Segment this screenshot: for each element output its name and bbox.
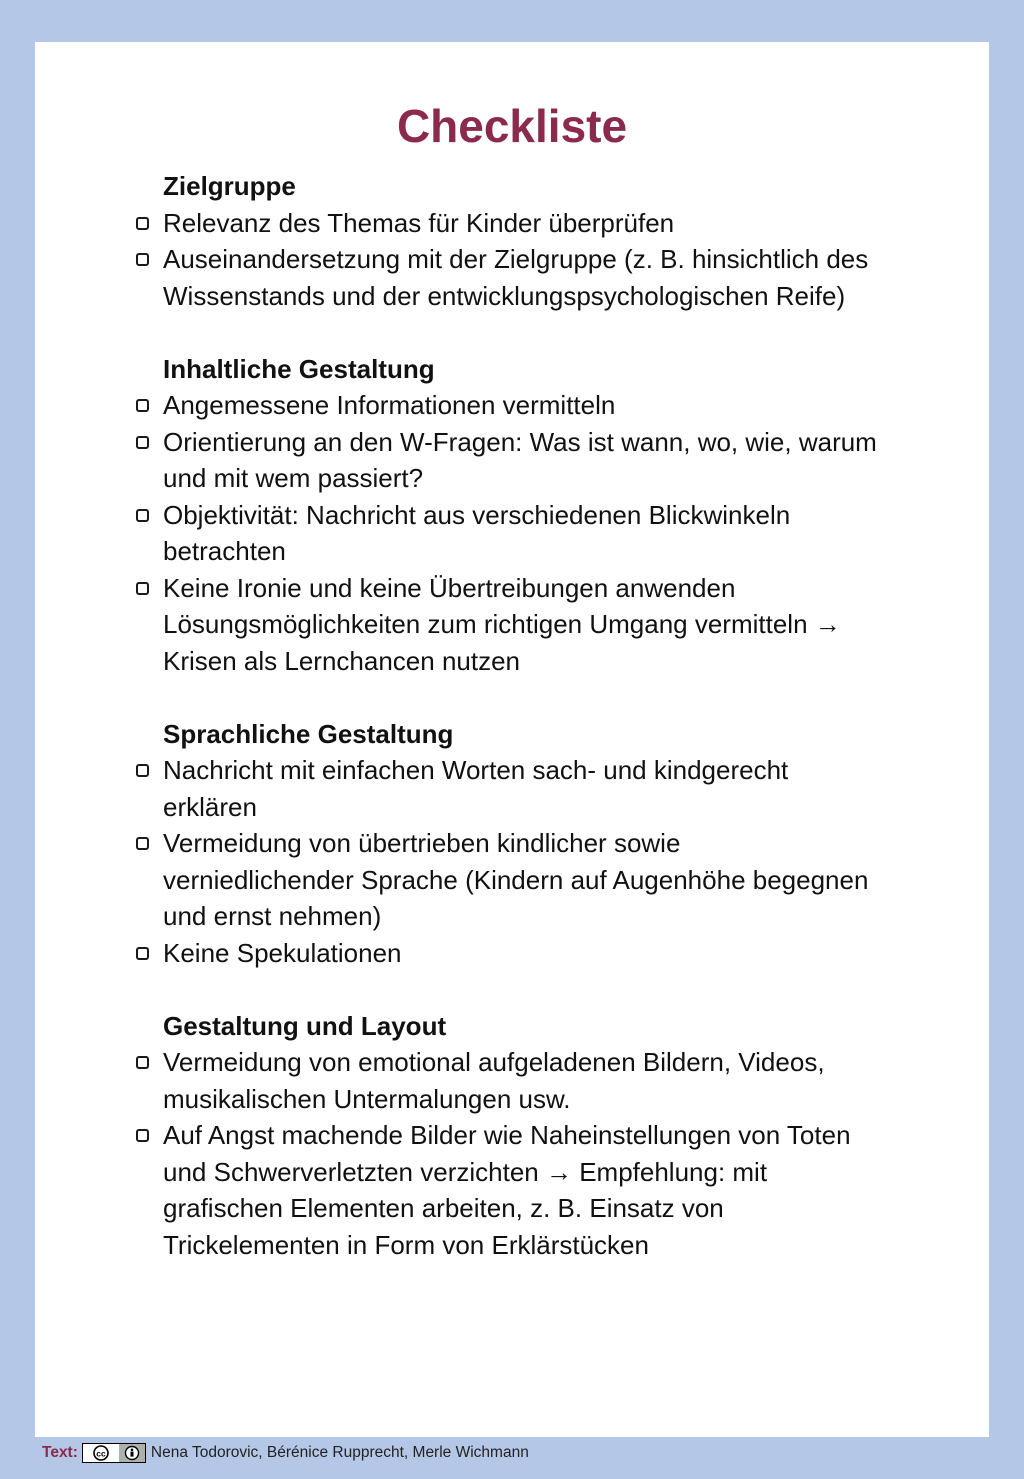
checklist-item-text: und ernst nehmen) <box>163 901 382 931</box>
checklist-item <box>130 387 950 424</box>
checklist-item <box>130 825 950 935</box>
checklist-item-text: und mit wem passiert? <box>163 463 424 493</box>
checklist-item-text: Auseinandersetzung mit der Zielgruppe (z. B. hinsichtlich des <box>163 244 869 274</box>
by-attribution-icon <box>119 1444 145 1462</box>
checklist-item <box>130 752 950 825</box>
checklist-item-text: Vermeidung von emotional aufgeladenen Bildern, Videos, <box>163 1047 825 1077</box>
checklist-item-text: verniedlichender Sprache (Kindern auf Augenhöhe begegnen <box>163 864 869 895</box>
checklist-item <box>130 1117 950 1263</box>
checklist-item-text: Vermeidung von übertrieben kindlicher sowie <box>163 828 681 858</box>
checklist-item-text: Orientierung an den W-Fragen: Was ist wann, wo, wie, warum <box>163 426 877 457</box>
checkbox[interactable] <box>136 582 149 595</box>
footer-authors: Nena Todorovic, Bérénice Rupprecht, Merle Wichmann <box>150 1444 529 1461</box>
checklist-section <box>130 716 950 972</box>
page-title: Checkliste <box>396 100 628 152</box>
checklist-item <box>130 935 950 972</box>
checklist-item-text: betrachten <box>163 536 286 566</box>
checkbox[interactable] <box>136 509 149 522</box>
checkbox[interactable] <box>136 947 149 960</box>
checkbox[interactable] <box>136 436 149 449</box>
checklist-item-text: Lösungsmöglichkeiten zum richtigen Umgang vermitteln → <box>163 609 841 639</box>
section-heading: Sprachliche Gestaltung <box>163 718 454 749</box>
section-heading: Gestaltung und Layout <box>163 1010 447 1041</box>
section-heading: Zielgruppe <box>163 171 296 201</box>
checklist-item <box>130 1044 950 1117</box>
checklist-item-text: Auf Angst machende Bilder wie Naheinstellungen von Toten <box>163 1120 851 1150</box>
svg-text:cc: cc <box>96 1448 106 1459</box>
checklist-item-text: Trickelementen in Form von Erklärstücken <box>163 1229 649 1260</box>
checkbox[interactable] <box>136 217 149 230</box>
checklist-item-text: erklären <box>163 791 257 822</box>
section-heading: Inhaltliche Gestaltung <box>163 353 435 384</box>
checklist-section <box>130 1008 950 1264</box>
checklist-item-text: Keine Spekulationen <box>163 937 402 968</box>
cc-by-icon <box>82 1443 146 1463</box>
checklist-item-text: Angemessene Informationen vermitteln <box>163 390 616 420</box>
checkbox[interactable] <box>136 1056 149 1069</box>
checklist-item <box>130 241 950 314</box>
cc-logo-icon <box>83 1444 119 1462</box>
checkbox[interactable] <box>136 399 149 412</box>
checklist-item-text: Objektivität: Nachricht aus verschiedenen Blickwinkeln <box>163 499 791 530</box>
checkbox[interactable] <box>136 837 149 850</box>
checklist-item-text: Relevanz des Themas für Kinder überprüfen <box>163 207 675 238</box>
checklist-item <box>130 570 950 680</box>
checklist-section <box>130 168 950 314</box>
footer-label: Text: <box>42 1444 78 1461</box>
checklist-item-text: grafischen Elementen arbeiten, z. B. Einsatz von <box>163 1193 724 1223</box>
checkbox[interactable] <box>136 764 149 777</box>
checklist-item-text: und Schwerverletzten verzichten → Empfehlung: mit <box>163 1156 768 1187</box>
checkbox[interactable] <box>136 1129 149 1142</box>
checklist-item <box>130 205 950 242</box>
checklist-item-text: musikalischen Untermalungen usw. <box>163 1083 571 1114</box>
checklist-section <box>130 351 950 680</box>
checklist-item-text: Keine Ironie und keine Übertreibungen anwenden <box>163 572 736 603</box>
checklist-item <box>130 424 950 497</box>
footer <box>42 1441 529 1465</box>
checklist-item-text: Krisen als Lernchancen nutzen <box>163 645 521 676</box>
checkbox[interactable] <box>136 253 149 266</box>
checklist <box>130 168 950 1300</box>
checklist-item <box>130 497 950 570</box>
checklist-item-text: Nachricht mit einfachen Worten sach- und kindgerecht <box>163 755 789 785</box>
checklist-item-text: Wissenstands und der entwicklungspsychologischen Reife) <box>163 280 846 311</box>
